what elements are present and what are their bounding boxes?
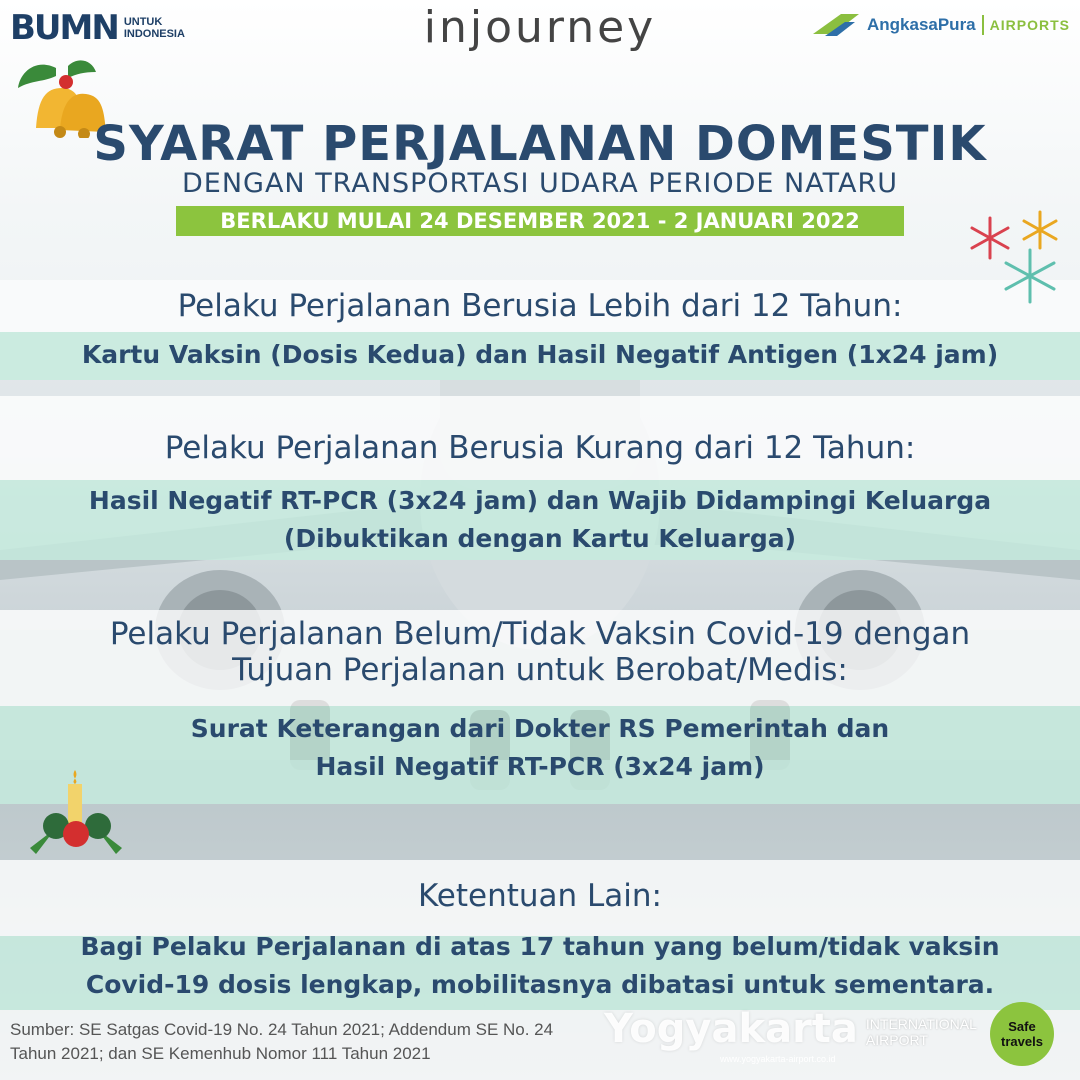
source-note-line-1: Sumber: SE Satgas Covid-19 No. 24 Tahun 2021; Addendum SE No. 24 (10, 1020, 554, 1039)
page-title: SYARAT PERJALANAN DOMESTIK (93, 116, 987, 172)
airport-website: www.yogyakarta-airport.co.id (720, 1054, 836, 1064)
source-note-line-2: Tahun 2021; dan SE Kemenhub Nomor 111 Tahun 2021 (10, 1044, 431, 1063)
section-3-heading (0, 616, 1080, 688)
section-4-requirement (0, 928, 1080, 1004)
validity-period-badge: BERLAKU MULAI 24 DESEMBER 2021 - 2 JANUARI 2022 (176, 206, 904, 236)
section-3-heading-line-2: Tujuan Perjalanan untuk Berobat/Medis: (232, 652, 848, 688)
angkasa-pura-logo (811, 10, 1070, 40)
logo-separator (982, 15, 984, 35)
section-3-requirement-line-1: Surat Keterangan dari Dokter RS Pemerintah dan (190, 714, 890, 743)
travels-label: travels (1001, 1034, 1043, 1049)
section-2-heading (0, 430, 1080, 466)
section-1-requirement (0, 336, 1080, 374)
safe-travels-text (1001, 1019, 1043, 1049)
international-airport-label (866, 1016, 977, 1048)
angkasa-pura-name: AngkasaPura (866, 15, 976, 34)
injourney-logo: injourney (423, 2, 657, 53)
section-2-requirement-line-2: (Dibuktikan dengan Kartu Keluarga) (283, 524, 797, 553)
section-2-requirement (0, 482, 1080, 558)
airport-label: AIRPORT (865, 1032, 928, 1048)
yogyakarta-airport-logo (604, 1006, 977, 1052)
bumn-logo-mark: BUMN (10, 8, 118, 48)
section-3-heading-line-1: Pelaku Perjalanan Belum/Tidak Vaksin Covid-19 dengan (109, 616, 971, 652)
yogyakarta-logo-text: Yogyakarta (604, 1006, 858, 1052)
safe-label: Safe (1008, 1019, 1036, 1034)
section-3-requirement-line-2: Hasil Negatif RT-PCR (3x24 jam) (315, 752, 765, 781)
section-4-requirement-line-2: Covid-19 dosis lengkap, mobilitasnya dibatasi untuk sementara. (85, 970, 995, 999)
airports-label: AIRPORTS (989, 17, 1070, 33)
section-1-heading-line-1: Pelaku Perjalanan Berusia Lebih dari 12 Tahun: (177, 288, 903, 324)
section-4-heading (0, 878, 1080, 914)
source-note (10, 1018, 610, 1066)
page-subtitle: DENGAN TRANSPORTASI UDARA PERIODE NATARU (181, 168, 899, 199)
bumn-sub-line-1: UNTUK (123, 16, 163, 28)
section-2-requirement-line-1: Hasil Negatif RT-PCR (3x24 jam) dan Wajib Didampingi Keluarga (88, 486, 992, 515)
section-1-heading (0, 288, 1080, 324)
international-label: INTERNATIONAL (865, 1016, 977, 1032)
section-3-requirement (0, 710, 1080, 786)
bumn-sub-line-2: INDONESIA (123, 28, 185, 40)
section-4-heading-line-1: Ketentuan Lain: (417, 878, 662, 914)
angkasa-pura-icon (811, 10, 861, 40)
section-4-requirement-line-1: Bagi Pelaku Perjalanan di atas 17 tahun yang belum/tidak vaksin (80, 932, 1000, 961)
section-1-requirement-line-1: Kartu Vaksin (Dosis Kedua) dan Hasil Negatif Antigen (1x24 jam) (81, 340, 999, 369)
section-2-heading-line-1: Pelaku Perjalanan Berusia Kurang dari 12 Tahun: (164, 430, 916, 466)
safe-travels-badge (990, 1002, 1054, 1066)
